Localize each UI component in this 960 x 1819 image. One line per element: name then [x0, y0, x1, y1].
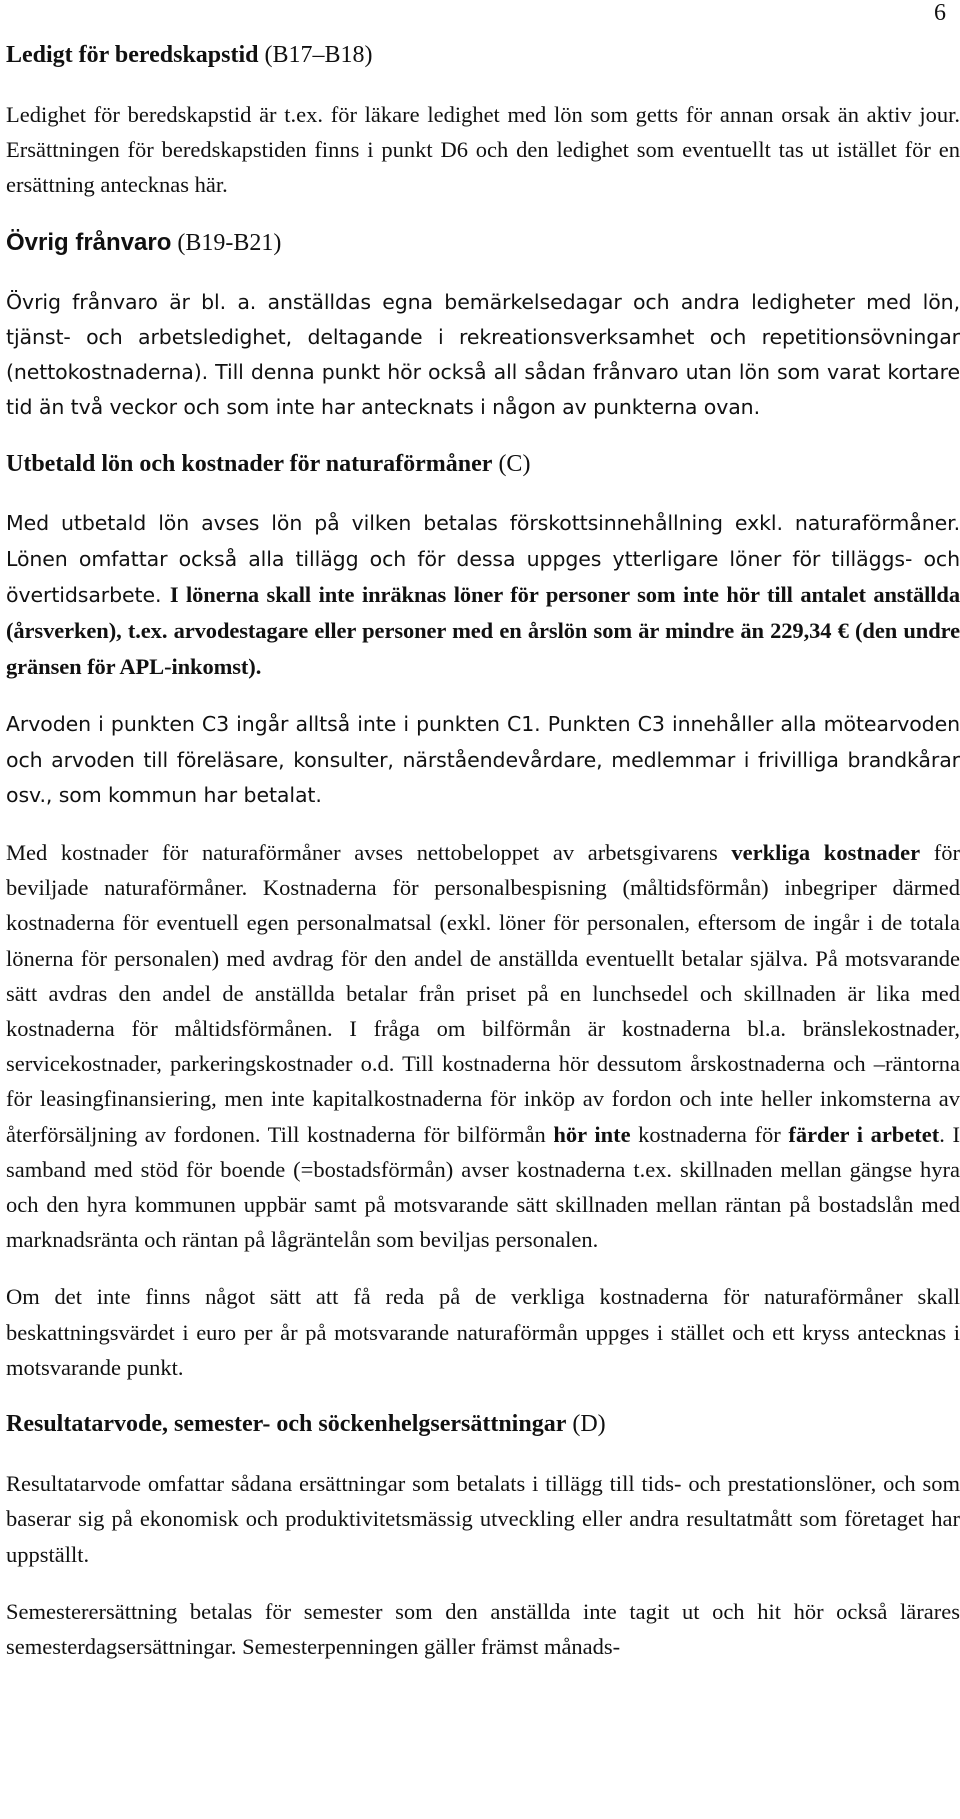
heading-code: (C): [492, 451, 531, 478]
document-body: [6, 38, 960, 1686]
heading-bold: Övrig frånvaro: [6, 228, 172, 256]
paragraph: Övrig frånvaro är bl. a. anställdas egna bemärkelsedagar och andra ledigheter med lön, tjänst- och arbetsledighet, deltagande i rekreationsverksamhet och repetitionsövningar (nettokostnaderna). Till denna punkt hör också all sådan frånvaro utan lön som varat kortare tid än två veckor och som inte har antecknats i någon av punkterna ovan.: [6, 289, 960, 420]
text-normal: kostnaderna för: [630, 1121, 789, 1147]
paragraph: Ledighet för beredskapstid är t.ex. för läkare ledighet med lön som getts för annan orsak än aktiv jour. Ersättningen för beredskapstiden finns i punkt D6 och den ledighet som eventuellt tas ut istället för en ersättning antecknas här.: [6, 102, 960, 198]
heading-bold: Ledigt för beredskapstid: [6, 42, 259, 68]
paragraph: Arvoden i punkten C3 ingår alltså inte i punkten C1. Punkten C3 innehåller alla mötearvoden och arvoden till föreläsare, konsulter, närståendevårdare, medlemmar i frivilliga brandkårar osv., som kommun har betalat.: [6, 712, 960, 807]
paragraph: [6, 835, 960, 1257]
paragraph: [6, 506, 960, 685]
paragraph: Semesterersättning betalas för semester som den anställda inte tagit ut och hit hör också lärares semesterdagsersättningar. Semesterpenningen gäller främst månads-: [6, 1598, 960, 1659]
heading-bold: Utbetald lön och kostnader för naturaförmåner: [6, 451, 493, 478]
section-heading-ovrig-franvaro: [6, 225, 960, 261]
heading-code: (B19-B21): [171, 229, 282, 256]
paragraph: Om det inte finns något sätt att få reda på de verkliga kostnaderna för naturaförmåner skall beskattningsvärdet i euro per år på motsvarande naturaförmån uppges i stället och ett kryss antecknas i motsvarande punkt.: [6, 1284, 960, 1380]
section-heading-resultatarvode: [6, 1407, 960, 1442]
text-normal: . I samband med stöd för boende (=bostadsförmån) avser kostnaderna t.ex. skillnaden mellan gängse hyra och den hyra kommunen uppbär samt på motsvarande sätt skillnaden mellan räntan på bostadslån med marknadsränta och räntan på lågräntelån som beviljas personalen.: [6, 1121, 960, 1253]
heading-code: (B17–B18): [258, 42, 373, 68]
text-bold: I lönerna skall inte inräknas löner för personer som inte hör till antalet anställda (årsverken), t.ex. arvodestagare eller personer med en årslön som är mindre än 229,34 € (den undre gränsen för APL-inkomst).: [6, 581, 960, 680]
text-bold: verkliga kostnader: [731, 840, 921, 866]
paragraph: Resultatarvode omfattar sådana ersättningar som betalats i tillägg till tids- och prestationslöner, och som baserar sig på ekonomisk och produktivitetsmässig utveckling eller andra resultatmått som företaget har uppställt.: [6, 1471, 960, 1567]
heading-code: (D): [566, 1411, 606, 1438]
heading-bold: Resultatarvode, semester- och söckenhelgsersättningar: [6, 1411, 567, 1438]
section-heading-utbetald-lon: [6, 447, 960, 482]
text-bold: hör inte: [553, 1121, 631, 1147]
page-number: 6: [934, 0, 946, 26]
text-bold: färder i arbetet: [788, 1121, 940, 1147]
text-normal: för beviljade naturaförmåner. Kostnaderna för personalbespisning (måltidsförmån) inbegriper därmed kostnaderna för eventuell egen personalmatsal (exkl. löner för personalen, eftersom de ingår i de totala lönerna för personalen) med avdrag för den andel de anställda eventuellt betalar själva. På motsvarande sätt avdras den andel de anställda betalar från priset på en lunchsedel och skillnaden är lika med kostnaderna för måltidsförmånen. I fråga om bilförmån är kostnaderna bl.a. bränslekostnader, servicekostnader, parkeringskostnader o.d. Till kostnaderna hör dessutom årskostnaderna och –räntorna för leasingfinansiering, men inte kapitalkostnaderna för inköp av fordon och inte heller inkomsterna av återförsäljning av fordonen. Till kostnaderna för bilförmån: [6, 840, 960, 1147]
text-normal: Med kostnader för naturaförmåner avses nettobeloppet av arbetsgivarens: [6, 840, 732, 866]
section-heading-beredskapstid: [6, 38, 960, 73]
text-normal: Med utbetald lön avses lön på vilken betalas förskottsinnehållning exkl. naturaförmåner. Lönen omfattar också alla tillägg och för dessa uppges ytterligare löner för tilläggs- och övertidsarbete.: [6, 511, 960, 607]
